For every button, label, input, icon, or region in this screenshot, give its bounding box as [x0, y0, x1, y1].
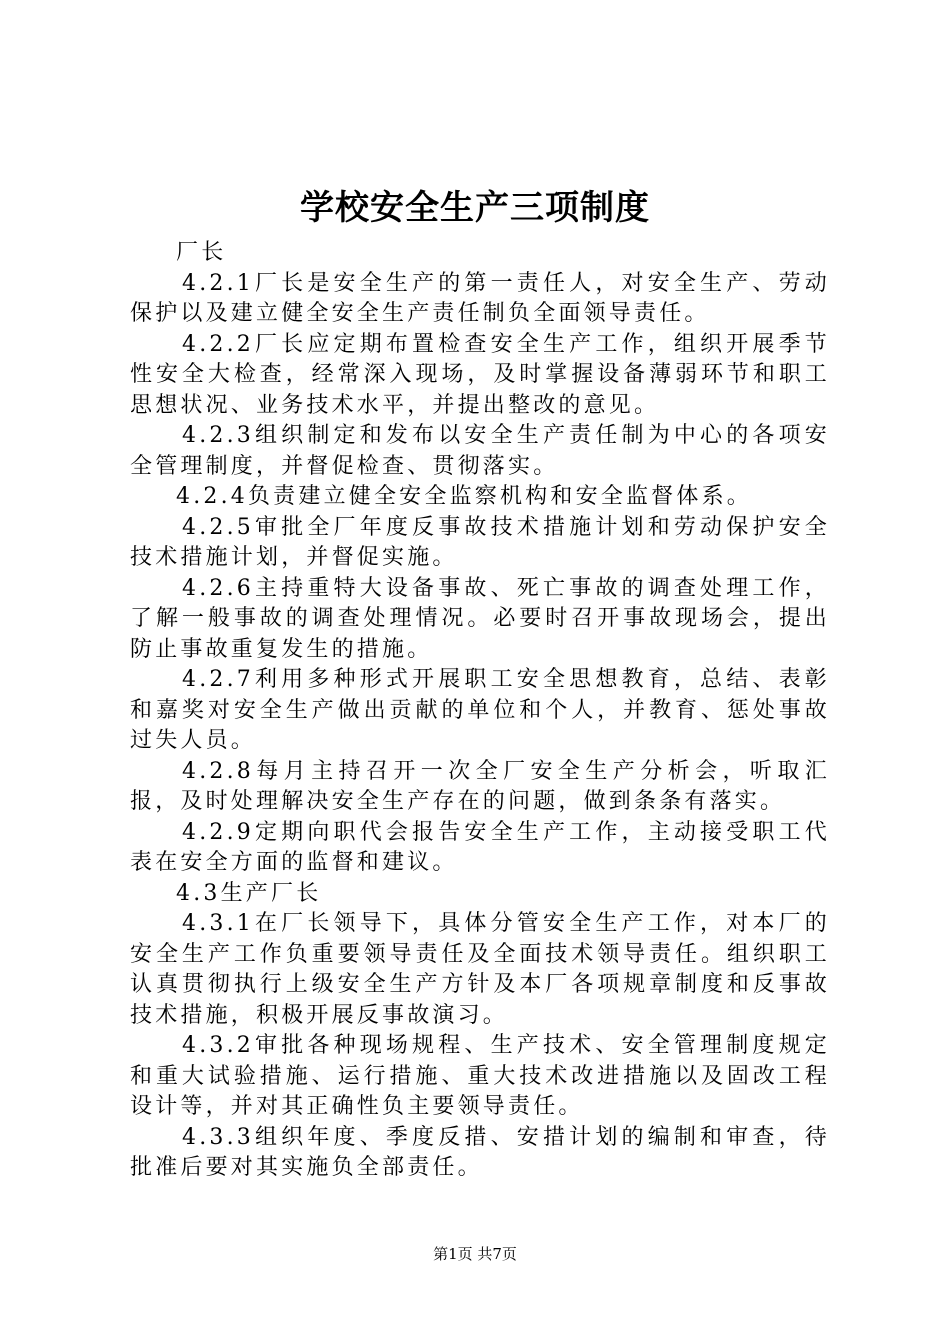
section-heading-factory-director: 厂长: [176, 240, 227, 265]
paragraph-4-2-1: 4.2.1厂长是安全生产的第一责任人，对安全生产、劳动保护以及建立健全安全生产责任制负全面领导责任。: [130, 270, 830, 326]
paragraph-4-2-8: 4.2.8每月主持召开一次全厂安全生产分析会，听取汇报，及时处理解决安全生产存在的问题，做到条条有落实。: [130, 758, 830, 814]
paragraph-4-3-2: 4.3.2审批各种现场规程、生产技术、安全管理制度规定和重大试验措施、运行措施、重大技术改进措施以及固改工程设计等，并对其正确性负主要领导责任。: [130, 1033, 830, 1119]
document-title: 学校安全生产三项制度: [300, 188, 650, 228]
document-body: [130, 238, 830, 1184]
paragraph-4-2-5: 4.2.5审批全厂年度反事故技术措施计划和劳动保护安全技术措施计划，并督促实施。: [130, 514, 830, 570]
paragraph-4-3-3: 4.3.3组织年度、季度反措、安措计划的编制和审查，待批准后要对其实施负全部责任。: [130, 1124, 830, 1180]
paragraph-4-3-1: 4.3.1在厂长领导下，具体分管安全生产工作，对本厂的安全生产工作负重要领导责任及全面技术领导责任。组织职工认真贯彻执行上级安全生产方针及本厂各项规章制度和反事故技术措施，积极开展反事故演习。: [130, 911, 830, 1028]
page-number-footer: 第1页 共7页: [433, 1245, 517, 1263]
paragraph-4-2-7: 4.2.7利用多种形式开展职工安全思想教育，总结、表彰和嘉奖对安全生产做出贡献的单位和个人，并教育、惩处事故过失人员。: [130, 667, 830, 753]
paragraph-4-2-6: 4.2.6主持重特大设备事故、死亡事故的调查处理工作，了解一般事故的调查处理情况。必要时召开事故现场会，提出防止事故重复发生的措施。: [130, 575, 830, 662]
section-heading-production-director: 4.3生产厂长: [176, 880, 322, 906]
paragraph-4-2-4: 4.2.4负责建立健全安全监察机构和安全监督体系。: [176, 484, 752, 509]
paragraph-4-2-9: 4.2.9定期向职代会报告安全生产工作，主动接受职工代表在安全方面的监督和建议。: [130, 819, 830, 875]
paragraph-4-2-2: 4.2.2厂长应定期布置检查安全生产工作，组织开展季节性安全大检查，经常深入现场，及时掌握设备薄弱环节和职工思想状况、业务技术水平，并提出整改的意见。: [130, 331, 830, 418]
paragraph-4-2-3: 4.2.3组织制定和发布以安全生产责任制为中心的各项安全管理制度，并督促检查、贯彻落实。: [130, 423, 830, 479]
